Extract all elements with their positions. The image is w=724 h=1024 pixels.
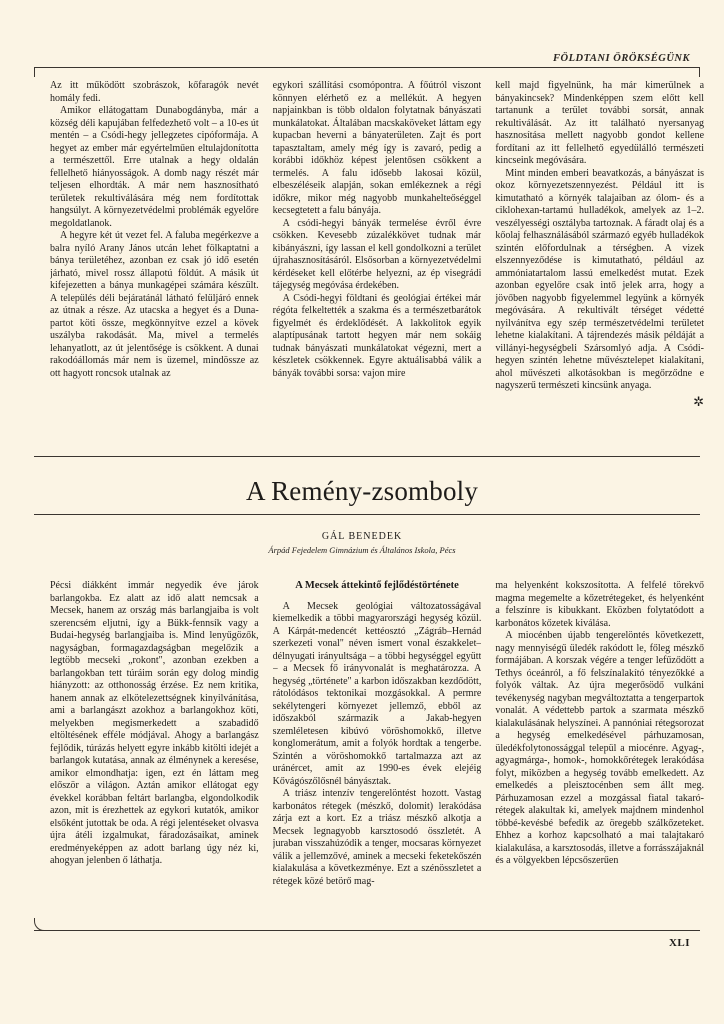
article-title: A Remény-zsomboly (245, 476, 479, 506)
paragraph: kell majd figyelnünk, ha már kimerülnek a bányakincsek? Mindenképpen szem előtt kell tartanunk a terület további sorsát, annak rekultiválását. Az itt található nyersanyag hasznosítása mellett nagyobb gondot kellene fordítani az itt fellelhető egyedülálló természeti kincseink megóvására. (495, 80, 705, 166)
paragraph: ma helyenként kokszosította. A felfelé törekvő magma megemelte a kőzetrétegeket, és helyenként a felszínre is kibukkant. Eközben folytatódott a karbonátos kőzetek kiválása. (495, 580, 705, 629)
frame-corner-right (699, 67, 700, 77)
paragraph: A hegyre két út vezet fel. A faluba megérkezve a balra nyíló Arany János utcán lehet fölkaptatni a bánya területéhez, azonban ez csak jó idő esetén járható, mivel rossz állapotú földút. A másik út kifejezetten a bánya munkagépei számára készült. A település déli bejáratánál látható felüljáró ennek az útnak a része. Az utacska a hegyet és a Duna-partot köti össze, megkönnyítve ezzel a kövek uszályba rakodását. Ma, mivel a termelés lehanyatlott, az út jelentősége is csökkent. A dunai rakodóállomás már nem is üzemel, mindössze az ott hagyott roncsok utalnak az (50, 230, 259, 379)
paragraph: Pécsi diákként immár negyedik éve járok barlangokba. Ez alatt az idő alatt nemcsak a Mecsek, hanem az ország más barlangjaiba is volt szerencsém eljutni, így a Bükk-fennsík vagy a Budai-hegység barlangjaiba is. Mind lenyűgözők, nagyságban, formagazdagságban megelőzik a legtöbb mecseki „rokont", azonban ezekben a barlangokban tett túráim során egy dolog mindig hiányzott: az otthonosság érzése. Ez nem kritika, hanem annak az elkötelezettségnek kinyilvánítása, ami a barlangászt azokhoz a barlangokhoz köti, melyekben megismerkedett a szabadidő eltöltésének efféle módjával. Ahogy a barlangász fejlődik, túrázás helyett egyre inkább kitölti idejét a barlangok kutatása, annak az élménynek a keresése, amikor elmondhatja: igen, ezt én láttam meg először a világon. Aztán amikor ellátogat egy évekkel korábban feltárt barlangba, elgondolkodik azon, mit is érezhettek az egykori kutatók, amikor elsőként jutottak be oda. A régi jelentéseket olvasva újra átéli izgalmukat, fáradozásaikat, aminek eredményeképpen az adott barlang úgy néz ki, ahogyan jelenben ő láthatja. (50, 580, 259, 866)
paragraph: A Mecsek geológiai változatosságával kiemelkedik a többi magyarországi hegység közül. A Kárpát-medencét kettéosztó „Zágráb–Hernád szerkezeti vonal" néven ismert vonal északkelet–délnyugati irányultsága – a többi hegységgel együtt – a Mecsek fő irányvonalát is meghatározza. A hegység „története" a karbon időszakban kezdődött, rátolódásos tektonikai mozgásokkal. A permre sekélytengeri környezet jellemző, ebből az időszakból származik a Jakab-hegyen szemléletesen kibúvó vöröshomokkő, illetve konglomerátum, amit a folyók hordtak a tengerbe. Szintén a vöröshomokkő tartalmazza azt az uránércet, amit az 1990-es évek elejéig Kővágószőlősnél bányásztak. (272, 600, 482, 787)
paragraph: A csódi-hegyi bányák termelése évről évre csökken. Kevesebb zúzalékkövet tudnak már kibányászni, így lassan el kell gondolkozni a terület újrahasznosításáról. Elsősorban a környezetvédelmi kérdéseket kell előtérbe helyezni, az ép visegrádi tájegység megóvása érdekében. (272, 217, 482, 291)
upper-column-3 (495, 80, 704, 452)
upper-column-2 (273, 80, 482, 452)
author-affiliation: Árpád Fejedelem Gimnázium és Általános Iskola, Pécs (268, 545, 456, 555)
paragraph: Amikor ellátogattam Dunabogdányba, már a község déli kapujában felfedezhető volt – a 10-es út mentén – a Csódi-hegy jellegzetes cipóformája. A hegyet az ember már egyértelműen eltulajdonította a természettől. Erre utalnak a hegy oldalán fellelhető hiányosságok. A domb nagy részét már teljesen elhordták. A már nem hasznosítható területek rekultiválására még nem fordítottak hangsúlyt. A környezetvédelmi problémák egyelőre megoldatlanok. (50, 105, 259, 229)
running-head: FÖLDTANI ÖRÖKSÉGÜNK (553, 53, 690, 64)
lower-column-1 (50, 580, 259, 924)
lower-column-3 (495, 580, 704, 924)
footer-rule (34, 930, 700, 931)
section-heading: A Mecsek áttekintő fejlődéstörténete (295, 580, 459, 591)
paragraph: A Csódi-hegyi földtani és geológiai értékei már régóta felkeltették a szakma és a természetbarátok figyelmét és érdeklődését. A lakkolitok egyik alaptípusának tartott hegyen már nem sokáig tudnak bányászati munkálatokat végezni, mert a készletek csökkennek. Egyre aktuálisabbá válik a bányák további sorsa: vajon mire (272, 292, 482, 379)
lower-article-columns (50, 580, 704, 924)
title-rule (34, 514, 700, 515)
section-divider (34, 456, 700, 457)
upper-column-1 (50, 80, 259, 452)
upper-article-columns (50, 80, 704, 452)
lower-column-2 (273, 580, 482, 924)
paragraph: A triász intenzív tengerelöntést hozott. Vastag karbonátos rétegek (mészkő, dolomit) lerakódása zárja ezt a kort. Ez a triász mészkő alkotja a Mecsek legnagyobb karsztosodó összletét. A juraban visszahúzódik a tenger, mocsaras környezet válik a jellemzővé, aminek a mecseki feketekőszén kialakulása a következménye. Ezt a szénösszletet a rétegek közé betörő mag- (272, 788, 482, 887)
paragraph: Mint minden emberi beavatkozás, a bányászat is okoz környezetszennyezést. Például itt is kimutatható a környék talajaiban az ólom- és a ciklohexan-tartamú hulladékok, amelyek az 1–2. veszélyességi osztályba tartoznak. A fáradt olaj és a kőolaj felhasználásából származó egyéb hulladékok szintén előfordulnak a térségben. A vizek elszennyeződése is kimutatható, például az ammóniatartalom lassú emelkedést mutat. Ezek azonban egyelőre csak intő jelek arra, hogy a jövőben nagyobb figyelemmel legyünk a környék megóvására. A rekultivált térséget védetté nyilvánítva egy szép természetvédelmi területet lehetne kialakítani. A tájrendezés másik példáját a villányi-hegységbeli Szársomlyó adja. A Csódi-hegyen szintén lehetne művésztelepet kialakítani, ahol művészeti alkotásokban is megőrződne e nagyszerű természeti kincsünk anyaga. (495, 167, 705, 391)
paragraph: A miocénben újabb tengerelöntés következett, nagy mennyiségű üledék rakódott le, főleg mészkő formájában. A korszak végére a tenger lefűződött a Tethys óceánról, a fő felszínalakító tényezőkké a folyók váltak. Az újra megerősödő vulkáni tevékenység nagyban megváltoztatta a tengerpartok vonalát. A védettebb partok a szarmata mészkő kialakulásának helyszínei. A pannóniai rétegsorozat a hegység emelkedésével párhuzamosan, üledékfolytonossággal települ a miocénre. Agyag-, agyagmárga-, homok-, homokkőrétegek lerakódása folyt, miközben a hegység tovább emelkedett. Az emelkedés a pleisztocénben sem állt meg. Párhuzamosan ezzel a mozgással fiatal takarórétegek alakultak ki, amelyek majdnem mindenhol többé-kevésbé befedik az öregebb szálkőzeteket. Ehhez a korhoz kapcsolható a mai talajtakaró kialakulása, a karsztosodás, illetve a forrásszájaknál és a völgyekben lépcsőszerűen (495, 630, 705, 866)
article-end-mark-icon: ✲ (693, 393, 705, 409)
page-number: XLI (668, 937, 690, 949)
frame-corner-left (34, 67, 35, 77)
article-author: GÁL BENEDEK (321, 531, 403, 542)
paragraph: egykori szállítási csomópontra. A főútról viszont könnyen elérhető ez a mellékút. A hegyen napjainkban is több oldalon folytatnak bányászati munkálatokat. Általában macskaköveket láttam egy kupacban heverni a bányaterületen. Zajt és port tapasztaltam, amely még így is zavaró, pedig a korábbi időkhöz képest jelentősen csökkent a termelés. A falu idősebb lakosai közül, elbeszéléseik alapján, sokan emlékeznek a régi időkre, mikor még nagyobb munkahelteőséggel kecsegtetett a falu bányája. (272, 80, 482, 216)
header-rule (34, 67, 700, 68)
paragraph: Az itt működött szobrászok, kőfaragók nevét homály fedi. (50, 80, 259, 104)
